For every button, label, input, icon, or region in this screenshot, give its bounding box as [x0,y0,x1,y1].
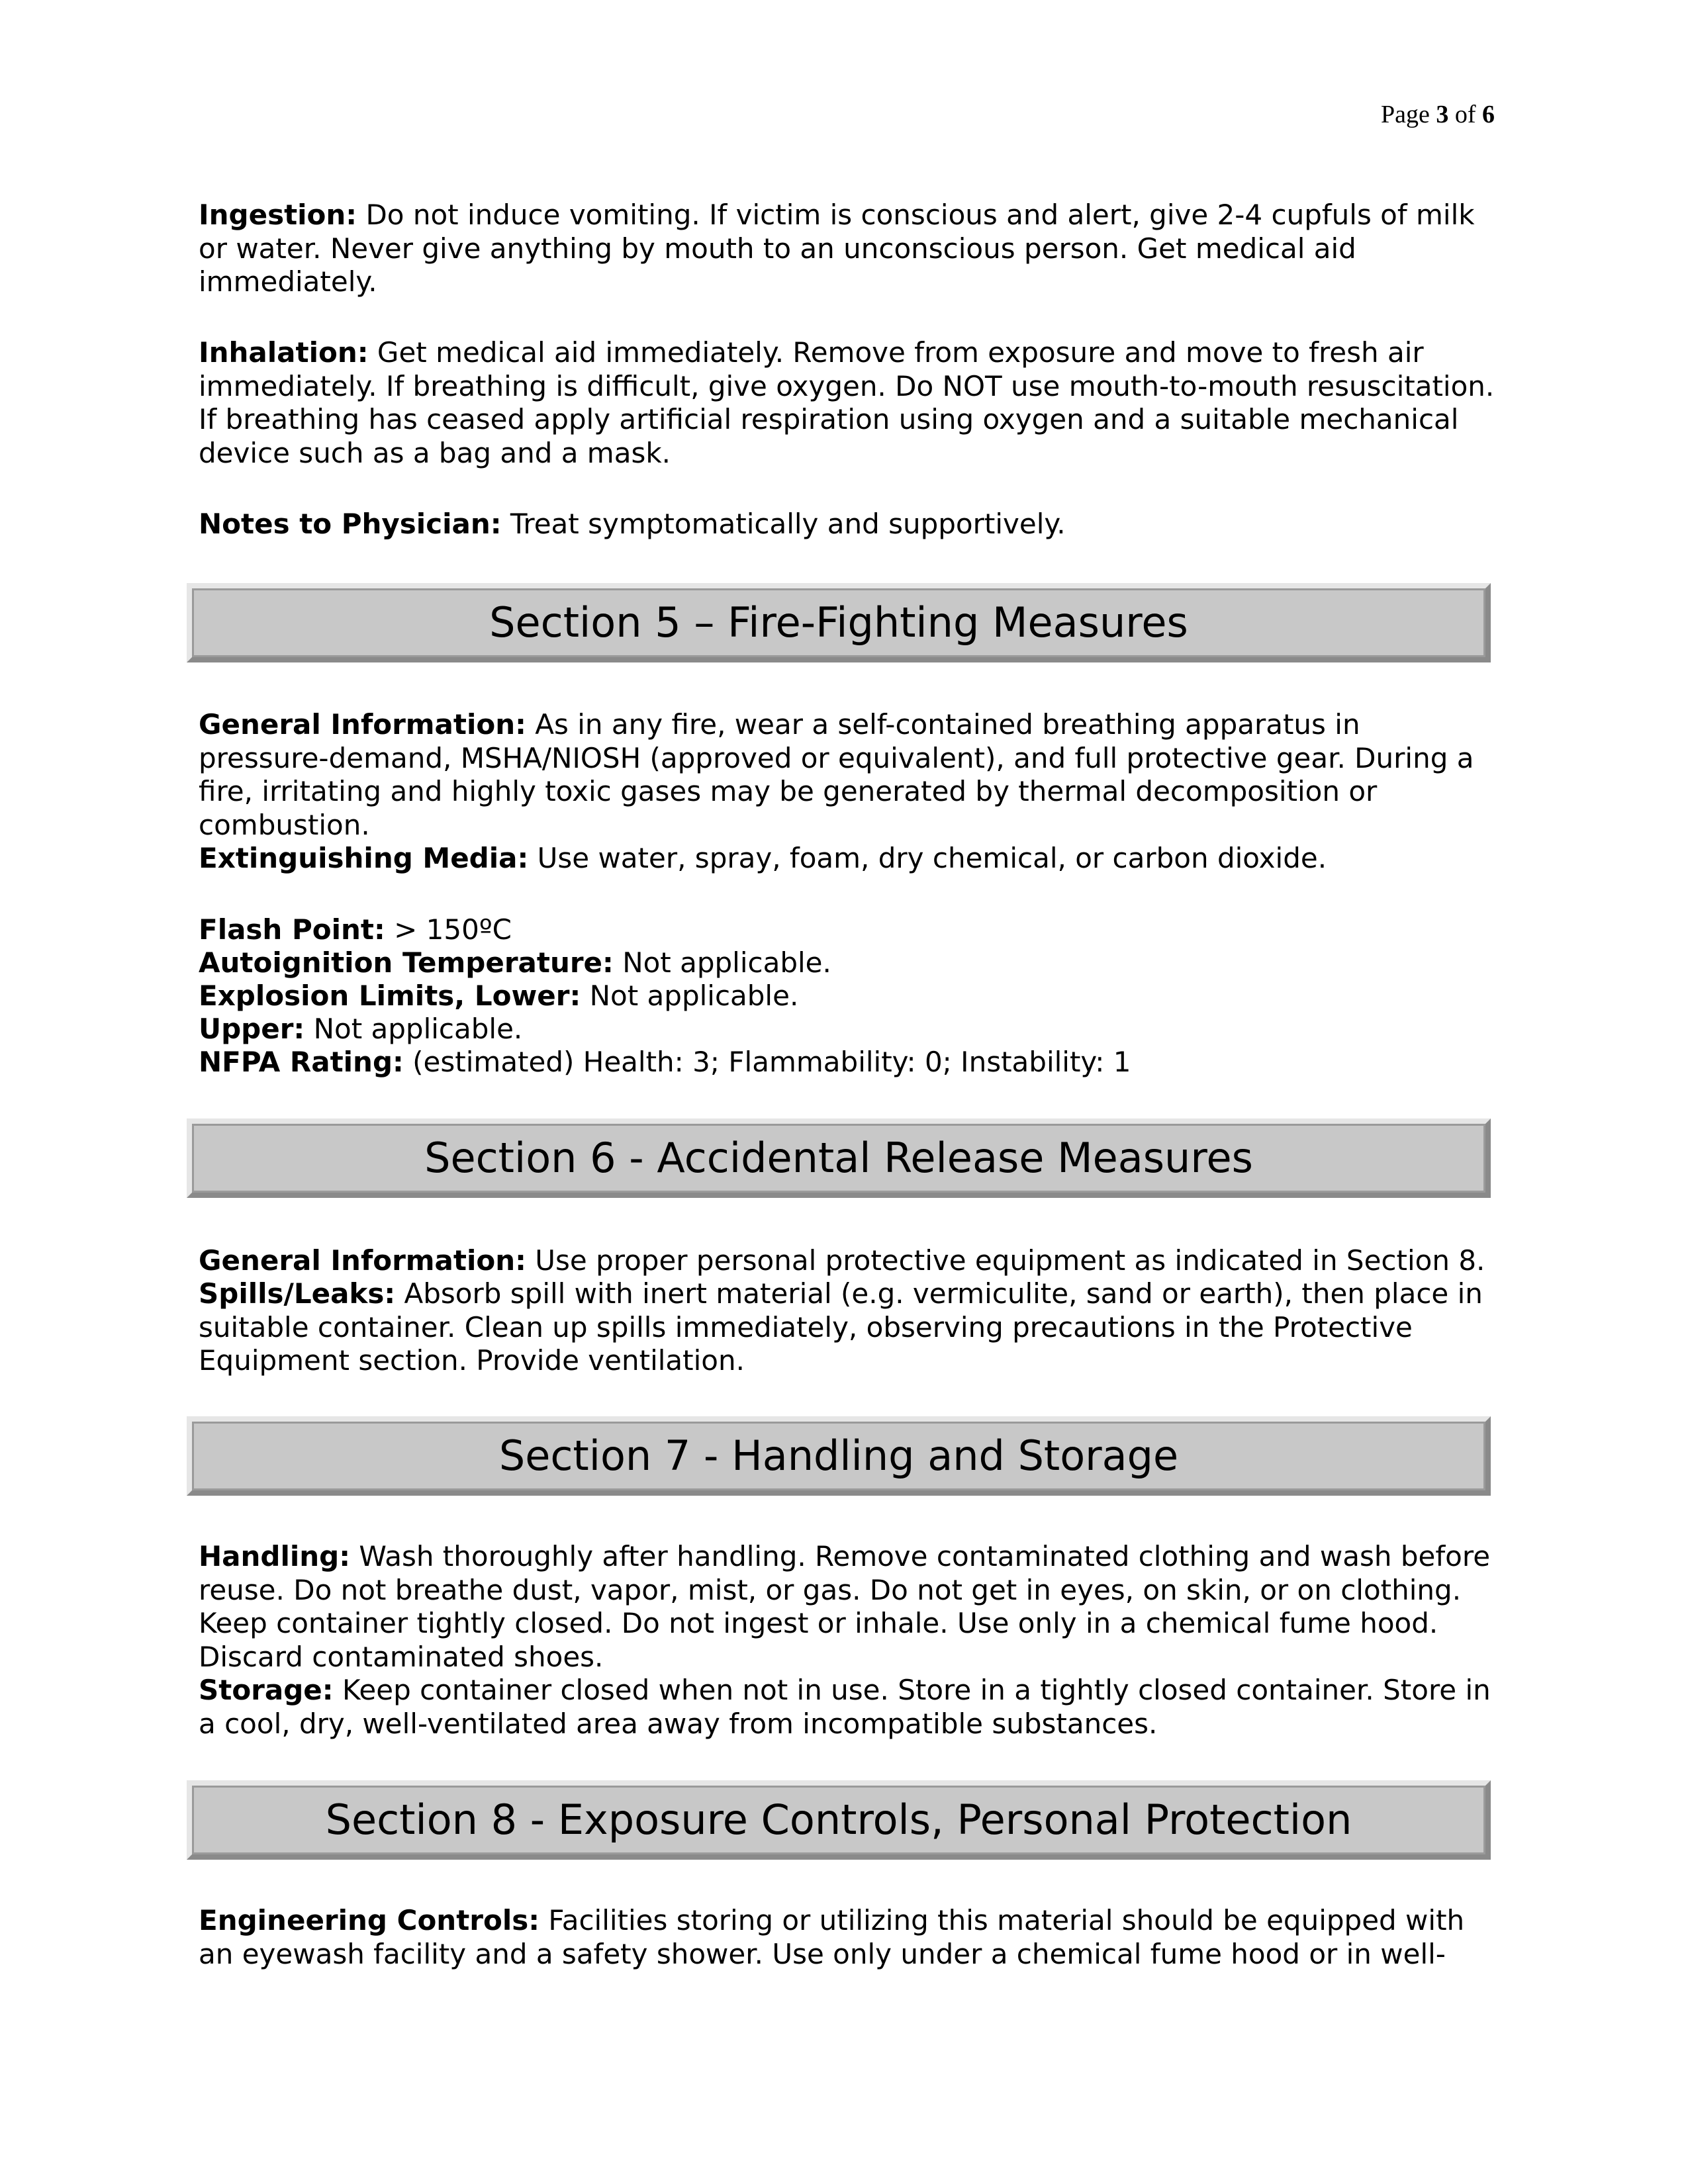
nfpa-rating-line [199,1046,1496,1079]
explosion-upper-text: Not applicable. [305,1013,523,1045]
storage-text: Keep container closed when not in use. Store in a tightly closed container. Store in a cool, dry, well-ventilated area away from incompatible substances. [199,1674,1491,1740]
explosion-upper-line [199,1013,1496,1046]
section-6-title: Section 6 - Accidental Release Measures [424,1134,1253,1182]
inhalation-paragraph [199,336,1496,470]
inhalation-label: Inhalation: [199,336,369,369]
page-label: Page [1380,101,1430,128]
engineering-controls-paragraph [199,1904,1496,1971]
page-current: 3 [1436,101,1449,128]
extinguishing-media-paragraph [199,842,1496,876]
spills-leaks-text: Absorb spill with inert material (e.g. vermiculite, sand or earth), then place in suitable container. Clean up spills immediately, observing precautions in the Protective Equipment section. Provide ventilation. [199,1277,1483,1377]
ingestion-paragraph [199,199,1496,299]
section-8-header [187,1780,1491,1860]
explosion-lower-line [199,979,1496,1013]
explosion-upper-label: Upper: [199,1013,305,1045]
autoignition-label: Autoignition Temperature: [199,946,614,979]
ingestion-text: Do not induce vomiting. If victim is conscious and alert, give 2-4 cupfuls of milk or water. Never give anything by mouth to an unconscious person. Get medical aid immediately. [199,199,1475,298]
release-general-label: General Information: [199,1244,526,1277]
explosion-lower-text: Not applicable. [581,979,799,1012]
flash-point-line [199,913,1496,947]
flash-point-text: > 150ºC [385,913,512,946]
autoignition-text: Not applicable. [613,946,831,979]
release-general-text: Use proper personal protective equipment as indicated in Section 8. [526,1244,1485,1277]
page-total: 6 [1482,101,1495,128]
nfpa-rating-text: (estimated) Health: 3; Flammability: 0; Instability: 1 [403,1046,1131,1078]
spills-leaks-label: Spills/Leaks: [199,1277,396,1310]
storage-paragraph [199,1674,1496,1741]
inhalation-text: Get medical aid immediately. Remove from exposure and move to fresh air immediately. If breathing is difficult, give oxygen. Do NOT use mouth-to-mouth resuscitation. If breathing has ceased apply artificial respiration using oxygen and a suitable mechanical device such as a bag and a mask. [199,336,1495,469]
handling-paragraph [199,1540,1496,1674]
page-number [1381,99,1495,130]
notes-paragraph [199,508,1496,541]
autoignition-line [199,946,1496,980]
flash-point-label: Flash Point: [199,913,385,946]
spills-leaks-paragraph [199,1277,1496,1378]
notes-label: Notes to Physician: [199,508,502,540]
engineering-controls-label: Engineering Controls: [199,1904,540,1936]
handling-label: Handling: [199,1540,351,1572]
fire-general-paragraph [199,708,1496,842]
section-7-header [187,1416,1491,1496]
fire-general-label: General Information: [199,708,526,741]
storage-label: Storage: [199,1674,334,1706]
fire-general-text: As in any fire, wear a self-contained breathing apparatus in pressure-demand, MSHA/NIOSH (approved or equivalent), and full protective gear. During a fire, irritating and highly toxic gases may be generated by thermal decomposition or combustion. [199,708,1474,841]
section-6-header [187,1118,1491,1198]
explosion-lower-label: Explosion Limits, Lower: [199,979,581,1012]
section-7-title: Section 7 - Handling and Storage [498,1432,1179,1480]
release-general-line [199,1244,1496,1278]
handling-text: Wash thoroughly after handling. Remove contaminated clothing and wash before reuse. Do not breathe dust, vapor, mist, or gas. Do not get in eyes, on skin, or on clothing. Keep container tightly closed. Do not ingest or inhale. Use only in a chemical fume hood. Discard contaminated shoes. [199,1540,1491,1673]
section-5-header [187,583,1491,662]
engineering-controls-text: Facilities storing or utilizing this material should be equipped with an eyewash facility and a safety shower. Use only under a chemical fume hood or in well- [199,1904,1465,1970]
page-of-label: of [1454,101,1476,128]
section-8-title: Section 8 - Exposure Controls, Personal Protection [325,1796,1352,1844]
section-5-title: Section 5 – Fire-Fighting Measures [489,598,1188,647]
extinguishing-media-label: Extinguishing Media: [199,842,529,874]
extinguishing-media-text: Use water, spray, foam, dry chemical, or carbon dioxide. [528,842,1327,874]
ingestion-label: Ingestion: [199,199,357,231]
notes-text: Treat symptomatically and supportively. [501,508,1066,540]
nfpa-rating-label: NFPA Rating: [199,1046,404,1078]
